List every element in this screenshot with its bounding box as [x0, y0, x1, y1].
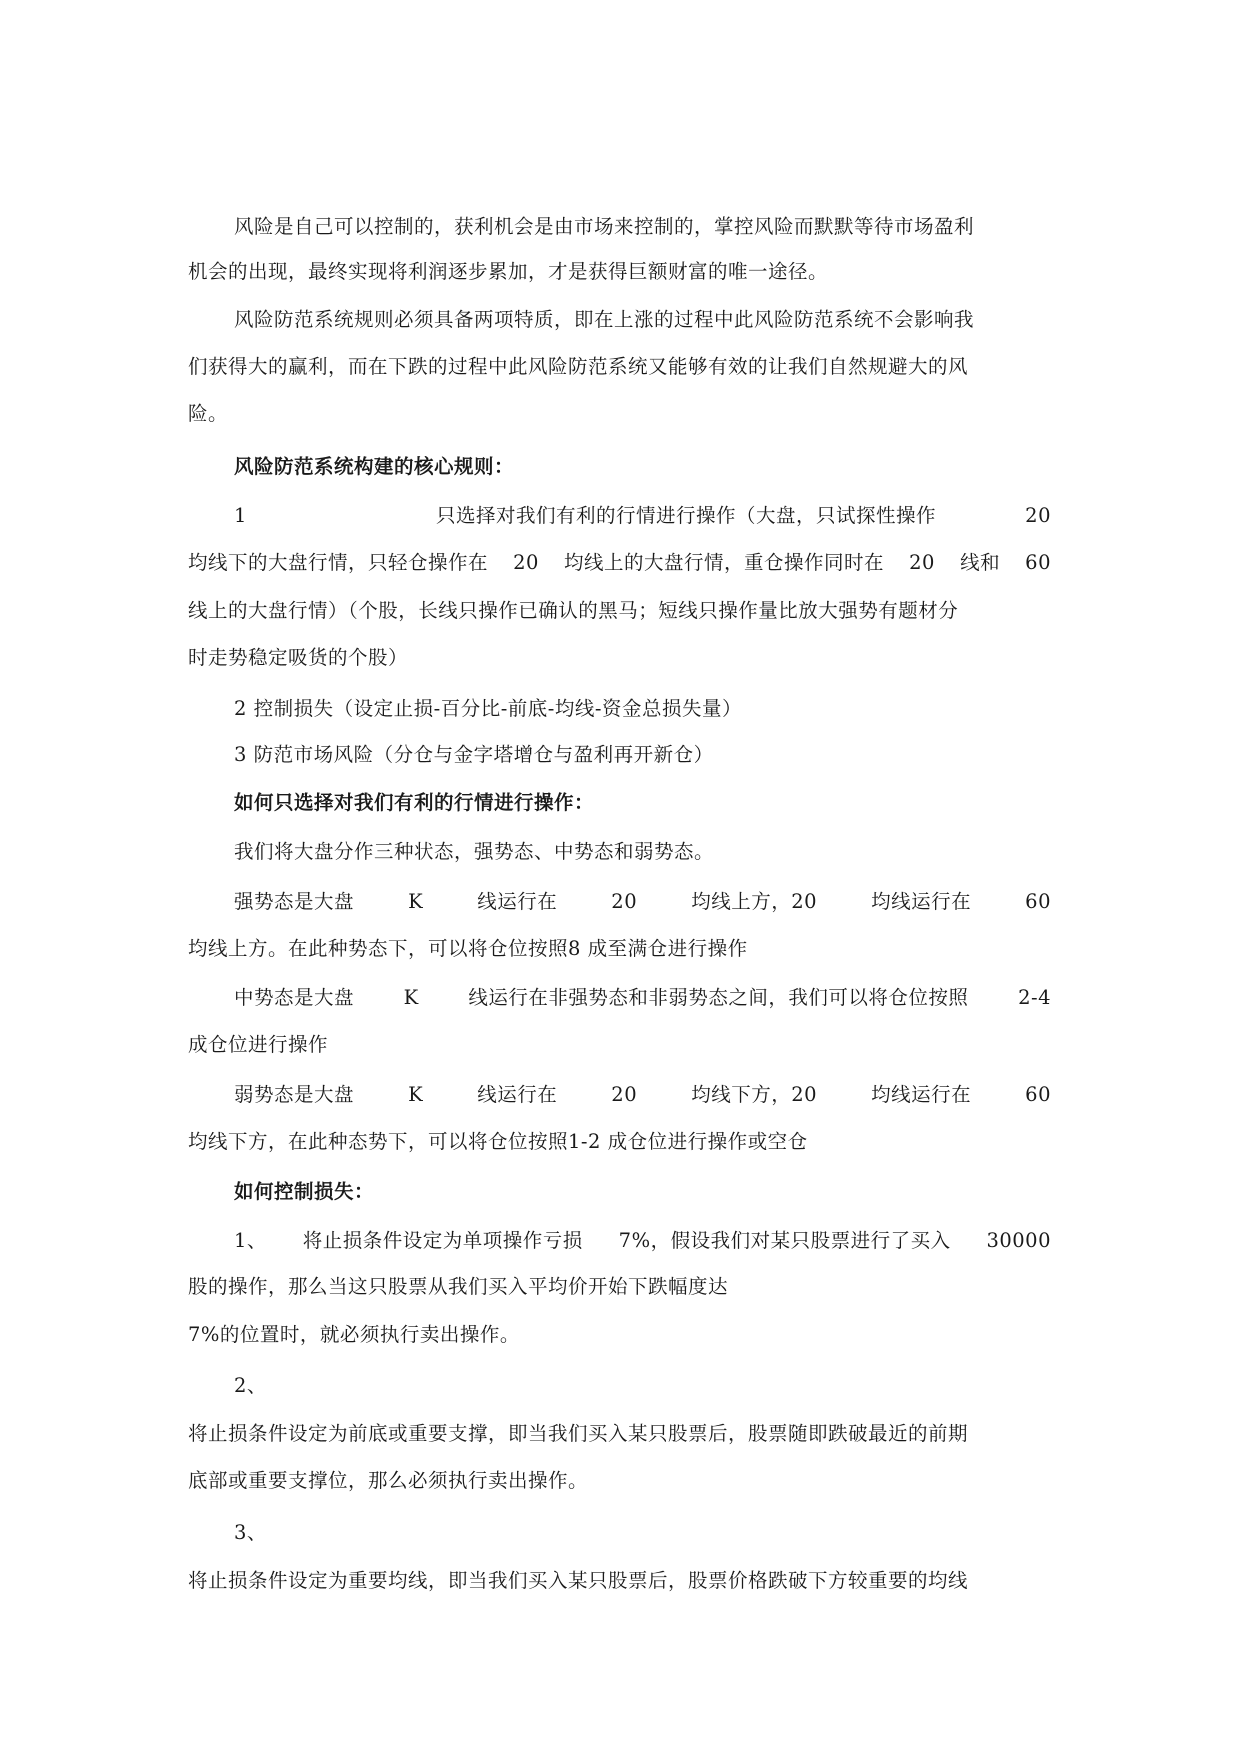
loss-1-part-2: 将止损条件设定为单项操作亏损 — [302, 1229, 583, 1252]
medium-part-1: 中势态是大盘 — [234, 986, 355, 1009]
loss-2-number: 2、 — [234, 1374, 267, 1397]
rule-1-line-2-part-3: 均线上的大盘行情，重仓操作同时在 — [564, 551, 885, 574]
strong-part-7: 60 — [1025, 890, 1051, 913]
rule-1-line-2-part-4: 20 — [909, 551, 935, 574]
loss-1-part-3: 7%，假设我们对某只股票进行了买入 — [618, 1229, 951, 1252]
rule-3: 3 防范市场风险（分仓与金字塔增仓与盈利再开新仓） — [234, 743, 714, 766]
paragraph-1-line-2: 机会的出现，最终实现将利润逐步累加，才是获得巨额财富的唯一途径。 — [188, 260, 829, 283]
strong-part-6: 均线运行在 — [871, 890, 972, 913]
states-intro: 我们将大盘分作三种状态，强势态、中势态和弱势态。 — [234, 840, 715, 863]
heading-control-loss: 如何控制损失： — [234, 1180, 375, 1203]
weak-part-6: 均线运行在 — [871, 1083, 972, 1106]
strong-part-4: 20 — [611, 890, 638, 913]
loss-2-line-1: 将止损条件设定为前底或重要支撑，即当我们买入某只股票后，股票随即跌破最近的前期 — [188, 1422, 969, 1445]
rule-1-line-3: 线上的大盘行情）（个股，长线只操作已确认的黑马；短线只操作量比放大强势有题材分 — [188, 599, 959, 622]
strong-part-2: K — [408, 890, 424, 913]
rule-1-line-2-part-2: 20 — [513, 551, 539, 574]
medium-state-line-2: 成仓位进行操作 — [188, 1033, 329, 1056]
rule-1-line-1 — [234, 501, 1051, 531]
rule-1-line-2 — [188, 548, 1051, 578]
weak-part-3: 线运行在 — [477, 1083, 558, 1106]
paragraph-1-line-1: 风险是自己可以控制的，获利机会是由市场来控制的，掌控风险而默默等待市场盈利 — [234, 215, 975, 238]
rule-1-line-2-part-1: 均线下的大盘行情，只轻仓操作在 — [188, 551, 489, 574]
loss-1-line-3: 7%的位置时，就必须执行卖出操作。 — [188, 1323, 520, 1346]
loss-1-line-2: 股的操作，那么当这只股票从我们买入平均价开始下跌幅度达 — [188, 1275, 729, 1298]
paragraph-2-line-3: 险。 — [188, 402, 229, 425]
weak-part-7: 60 — [1025, 1083, 1051, 1106]
medium-part-2: K — [403, 986, 419, 1009]
loss-2-line-2: 底部或重要支撑位，那么必须执行卖出操作。 — [188, 1469, 589, 1492]
paragraph-2-line-1: 风险防范系统规则必须具备两项特质，即在上涨的过程中此风险防范系统不会影响我 — [234, 308, 975, 331]
strong-part-3: 线运行在 — [477, 890, 558, 913]
loss-1-number: 1、 — [234, 1229, 267, 1252]
rule-1-line-2-part-6: 60 — [1025, 551, 1051, 574]
rule-1-line-2-part-5: 线和 — [960, 551, 1001, 574]
rule-1-number: 1 — [234, 504, 247, 527]
weak-state-line-1 — [234, 1080, 1051, 1110]
rule-1-text: 只选择对我们有利的行情进行操作（大盘，只试探性操作 — [436, 504, 937, 527]
strong-state-line-2: 均线上方。在此种势态下，可以将仓位按照8 成至满仓进行操作 — [188, 937, 748, 960]
heading-select-market: 如何只选择对我们有利的行情进行操作： — [234, 791, 595, 814]
rule-1-value-20: 20 — [1025, 504, 1051, 527]
weak-part-1: 弱势态是大盘 — [234, 1083, 355, 1106]
strong-state-line-1 — [234, 887, 1051, 917]
rule-1-line-4: 时走势稳定吸货的个股） — [188, 646, 409, 669]
weak-part-5: 均线下方，20 — [691, 1083, 818, 1106]
weak-state-line-2: 均线下方，在此种态势下，可以将仓位按照1-2 成仓位进行操作或空仓 — [188, 1130, 808, 1153]
medium-state-line-1 — [234, 983, 1051, 1013]
loss-1-line-1 — [234, 1226, 1051, 1256]
loss-1-part-4: 30000 — [986, 1229, 1051, 1252]
loss-3-number: 3、 — [234, 1521, 267, 1544]
strong-part-5: 均线上方，20 — [691, 890, 818, 913]
weak-part-2: K — [408, 1083, 424, 1106]
rule-2: 2 控制损失（设定止损-百分比-前底-均线-资金总损失量） — [234, 697, 742, 720]
heading-core-rules: 风险防范系统构建的核心规则： — [234, 455, 515, 478]
medium-part-4: 2-4 — [1018, 986, 1051, 1009]
strong-part-1: 强势态是大盘 — [234, 890, 355, 913]
paragraph-2-line-2: 们获得大的赢利，而在下跌的过程中此风险防范系统又能够有效的让我们自然规避大的风 — [188, 355, 969, 378]
loss-3-line-1: 将止损条件设定为重要均线，即当我们买入某只股票后，股票价格跌破下方较重要的均线 — [188, 1569, 969, 1592]
medium-part-3: 线运行在非强势态和非弱势态之间，我们可以将仓位按照 — [468, 986, 969, 1009]
weak-part-4: 20 — [611, 1083, 638, 1106]
